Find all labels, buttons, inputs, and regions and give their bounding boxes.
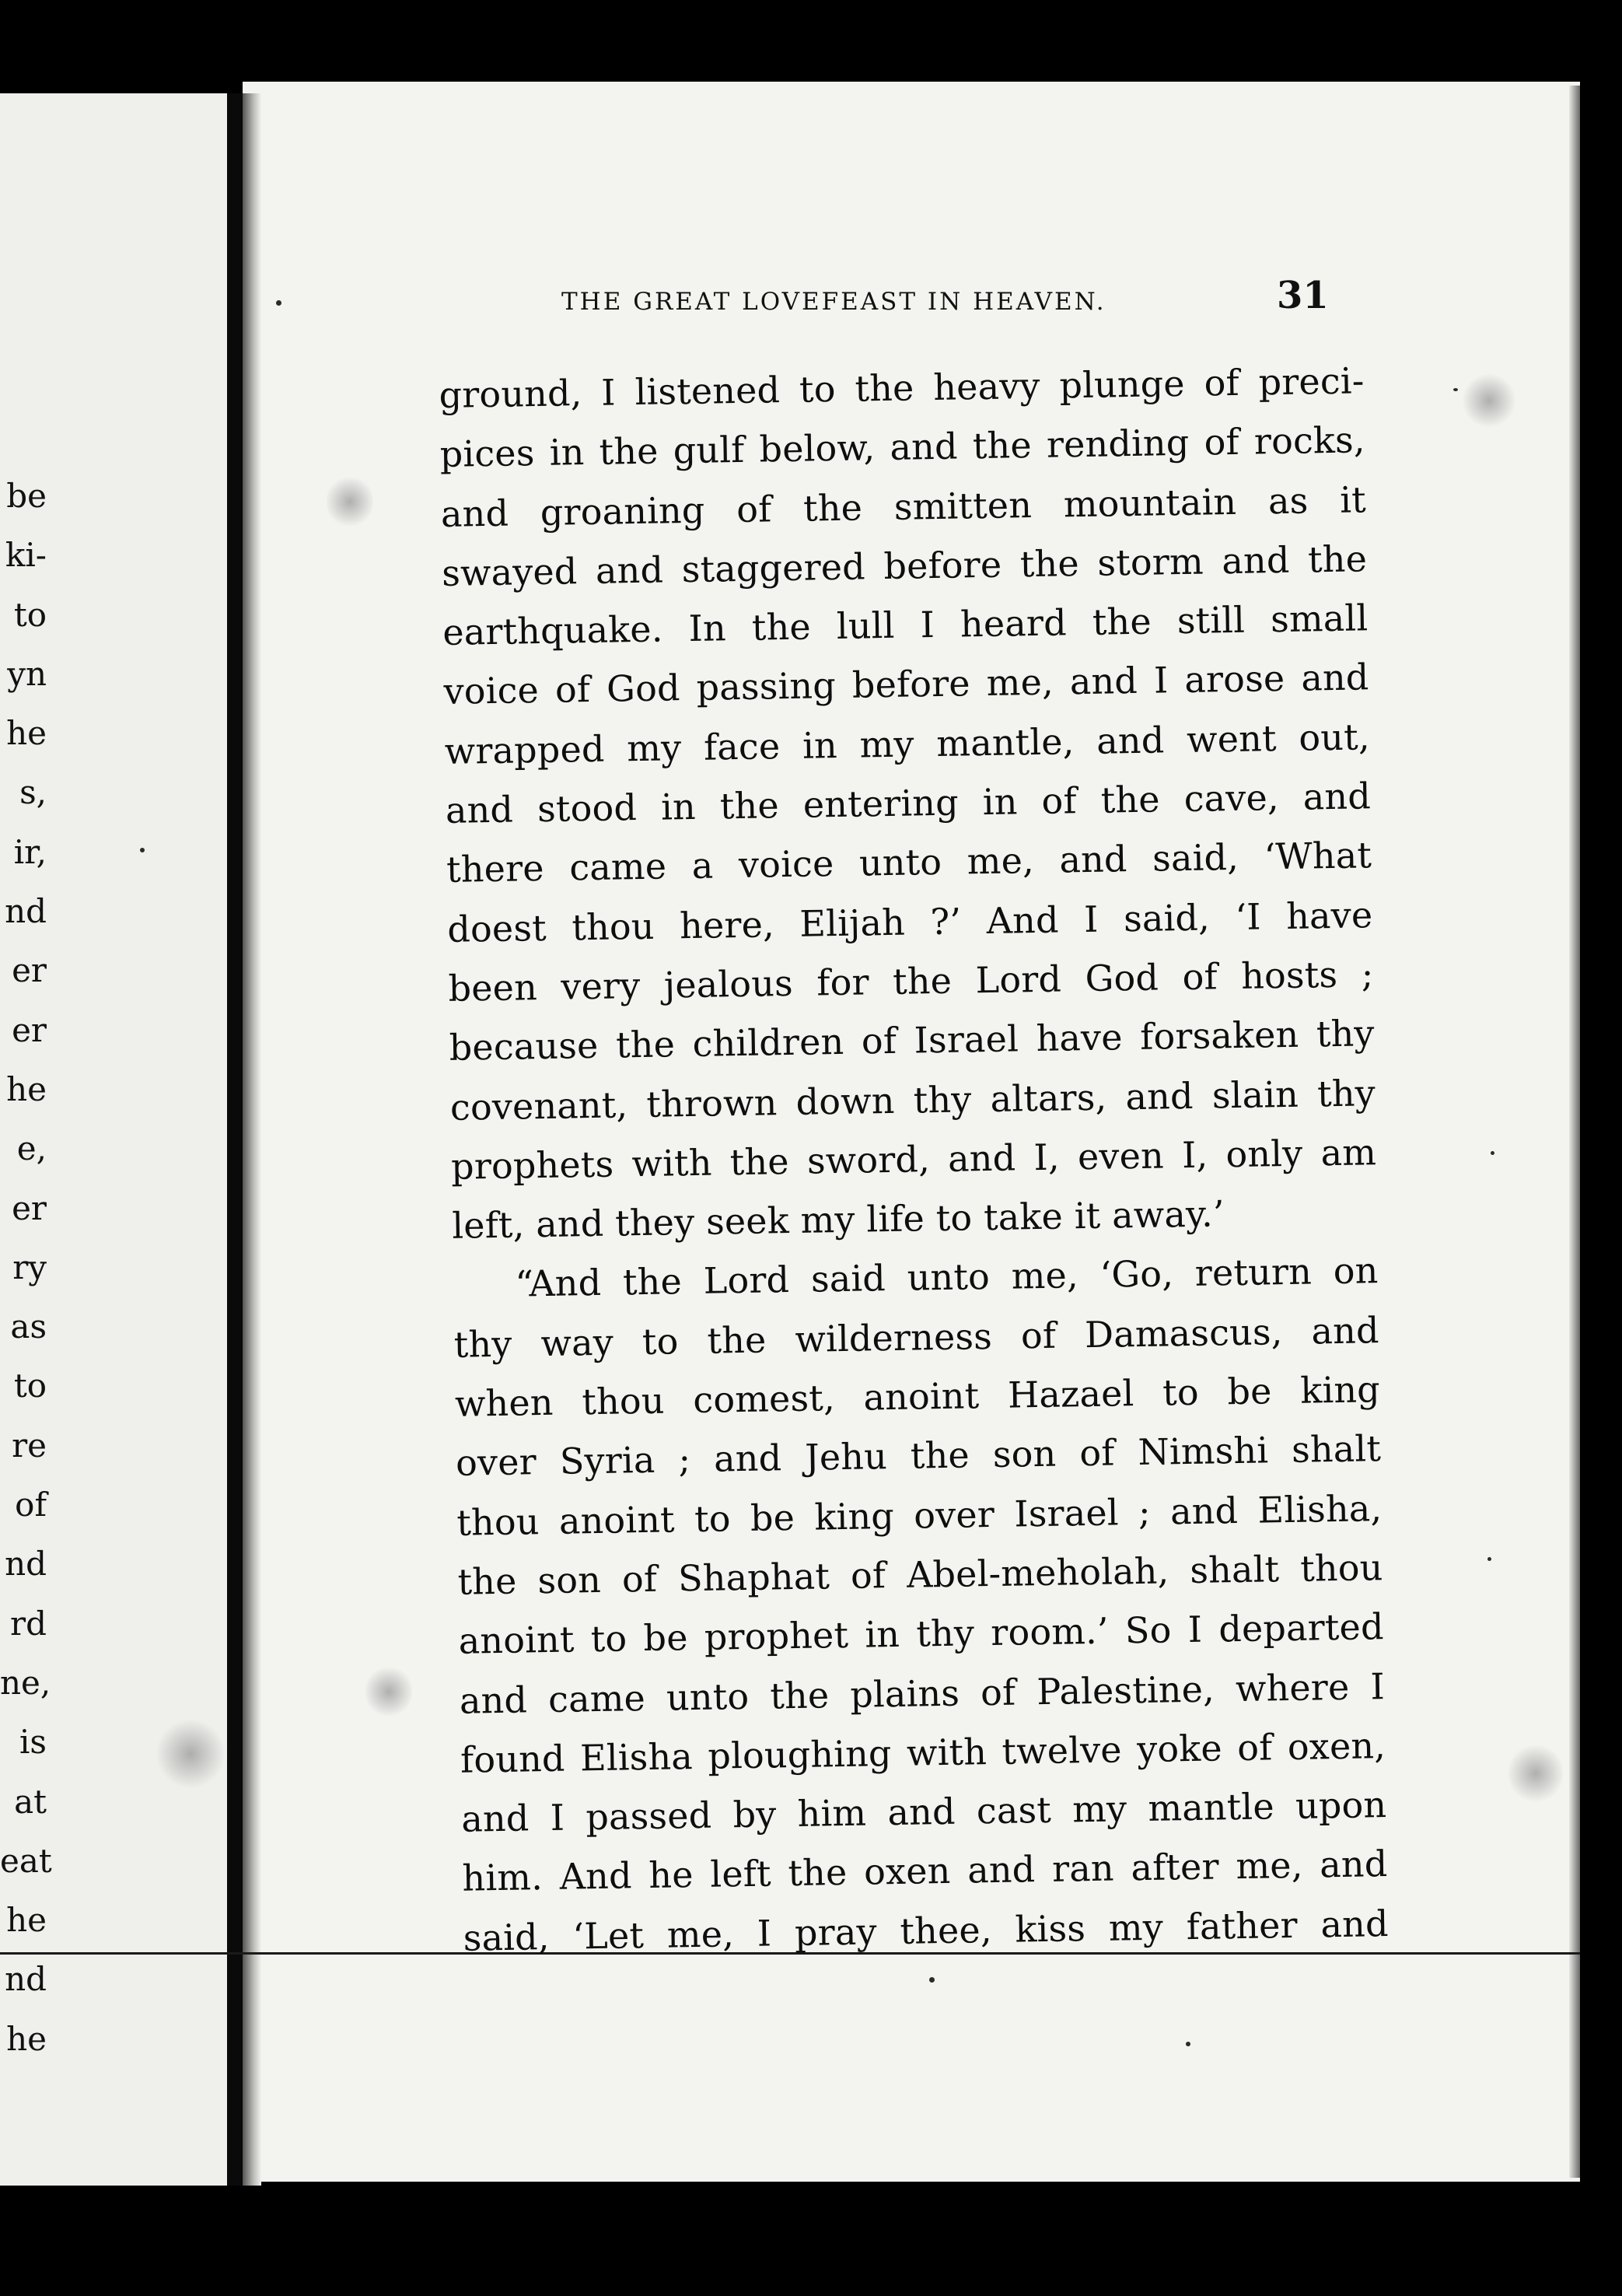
previous-page-fragment: to xyxy=(13,1367,47,1405)
previous-page-fragment: nd xyxy=(5,892,47,931)
text-line: said, ‘Let me, I pray thee, kiss my father and xyxy=(463,1902,1390,1959)
previous-page-fragment: he xyxy=(6,1901,47,1940)
previous-page-fragment: he xyxy=(6,714,47,753)
scan-speck xyxy=(140,848,145,852)
previous-page-fragment: er xyxy=(12,951,47,990)
previous-page-fragment: er xyxy=(12,1188,47,1227)
scan-speck xyxy=(1487,1557,1491,1561)
previous-page-fragment: ir, xyxy=(13,832,47,871)
text-line: doest thou here, Elijah ?’ And I said, ‘I have xyxy=(446,893,1373,950)
previous-page-fragment: ne, xyxy=(0,1663,51,1702)
text-line: the son of Shaphat of Abel-meholah, shalt thou xyxy=(457,1546,1383,1603)
previous-page-fragment: as xyxy=(10,1307,47,1346)
previous-page-fragment: yn xyxy=(7,654,47,693)
previous-page-fragment: be xyxy=(6,477,47,515)
text-line: when thou comest, anoint Hazael to be king xyxy=(454,1368,1381,1425)
page-number: 31 xyxy=(1277,274,1329,317)
scan-speck xyxy=(276,300,281,306)
previous-page-edge xyxy=(0,93,233,2186)
previous-page-fragment: he xyxy=(6,2019,47,2058)
previous-page-fragment: to xyxy=(13,595,47,634)
scan-speck xyxy=(1491,1151,1494,1155)
previous-page-fragment: at xyxy=(14,1782,47,1821)
previous-page-fragment: e, xyxy=(16,1129,47,1168)
text-line: there came a voice unto me, and said, ‘What xyxy=(446,834,1372,891)
scan-smudge xyxy=(1508,1742,1563,1804)
scan-smudge xyxy=(327,474,373,529)
scan-smudge xyxy=(365,1664,412,1719)
previous-page-fragment: he xyxy=(6,1069,47,1108)
text-line: because the children of Israel have forsaken thy xyxy=(449,1012,1376,1069)
gutter-shadow xyxy=(243,93,261,2186)
scan-smudge xyxy=(156,1719,225,1789)
book-gutter xyxy=(227,93,243,2186)
scan-speck xyxy=(1186,2042,1190,2046)
text-line: over Syria ; and Jehu the son of Nimshi shalt xyxy=(455,1427,1382,1485)
text-line: prophets with the sword, and I, even I, only am xyxy=(450,1131,1377,1188)
scan-speck xyxy=(929,1977,935,1983)
text-line: ground, I listened to the heavy plunge of preci- xyxy=(439,359,1365,416)
text-line: thy way to the wilderness of Damascus, and xyxy=(453,1308,1380,1366)
scan-speck xyxy=(1453,388,1458,391)
previous-page-fragment: nd xyxy=(5,1960,47,1999)
text-line: pices in the gulf below, and the rending of rocks, xyxy=(439,418,1366,476)
text-line: swayed and staggered before the storm and the xyxy=(441,537,1368,594)
text-line: voice of God passing before me, and I arose and xyxy=(443,656,1369,713)
previous-page-fragment: s, xyxy=(19,773,47,812)
previous-page-fragment: of xyxy=(15,1486,47,1524)
previous-page-fragment: ry xyxy=(12,1248,47,1286)
previous-page-fragment: ki- xyxy=(5,536,47,575)
text-line: anoint to be prophet in thy room.’ So I departed xyxy=(458,1605,1385,1663)
previous-page-line-endings xyxy=(0,467,52,2069)
previous-page-fragment: rd xyxy=(10,1604,47,1643)
text-line: left, and they seek my life to take it away.’ xyxy=(451,1192,1225,1248)
text-line: thou anoint to be king over Israel ; and Elisha, xyxy=(456,1486,1383,1544)
page-edge-shadow xyxy=(1569,86,1580,2178)
text-line: found Elisha ploughing with twelve yoke of oxen, xyxy=(460,1724,1386,1781)
text-line: been very jealous for the Lord God of hosts ; xyxy=(448,953,1374,1010)
text-line: “And the Lord said unto me, ‘Go, return on xyxy=(515,1249,1379,1306)
previous-page-fragment: is xyxy=(19,1723,47,1762)
previous-page-fragment: er xyxy=(12,1010,47,1049)
text-line: and came unto the plains of Palestine, where I xyxy=(459,1664,1386,1722)
text-line: covenant, thrown down thy altars, and slain thy xyxy=(449,1071,1376,1129)
previous-page-fragment: re xyxy=(12,1426,47,1465)
text-line: him. And he left the oxen and ran after me, and xyxy=(462,1843,1388,1900)
scan-smudge xyxy=(1462,373,1516,428)
previous-page-fragment: eat xyxy=(0,1841,52,1880)
text-line: and stood in the entering in of the cave, and xyxy=(445,775,1372,832)
text-line: earthquake. In the lull I heard the still small xyxy=(442,597,1369,654)
running-head: THE GREAT LOVEFEAST IN HEAVEN. xyxy=(561,288,1106,316)
previous-page-fragment: nd xyxy=(5,1545,47,1584)
text-line: and groaning of the smitten mountain as it xyxy=(440,478,1367,535)
text-line: and I passed by him and cast my mantle upon xyxy=(460,1783,1387,1840)
body-text xyxy=(439,351,1389,1967)
text-line: wrapped my face in my mantle, and went out, xyxy=(444,716,1371,772)
